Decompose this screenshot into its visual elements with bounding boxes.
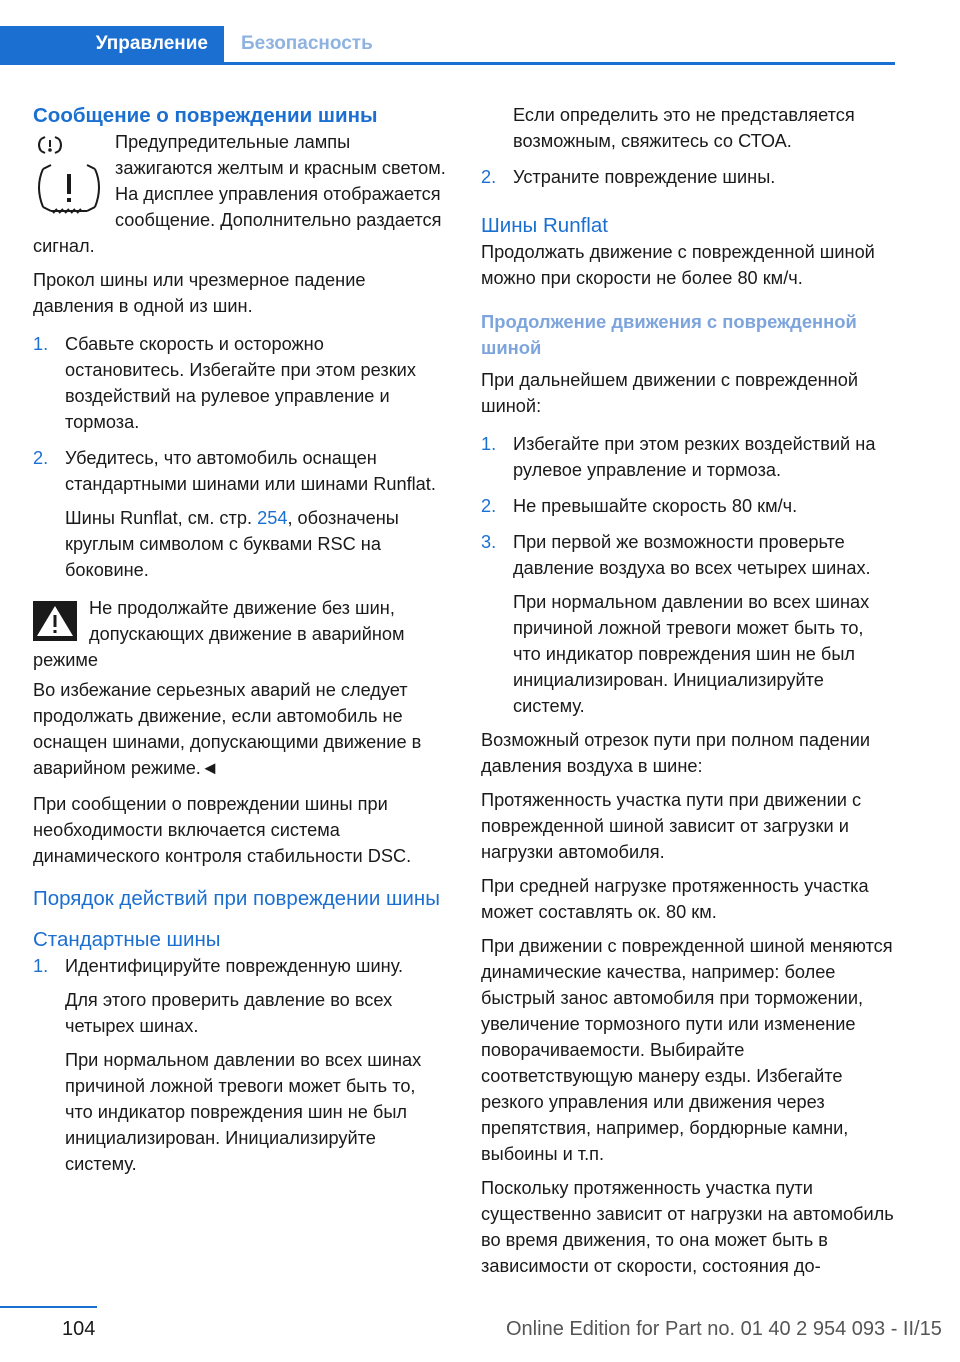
tab-safety[interactable]	[224, 26, 895, 62]
step-text: Убедитесь, что автомобиль оснащен стандартными шинами или шинами Runflat.	[65, 448, 436, 494]
tpms-description: Предупредительные лампы зажигаются желтым и красным светом. На дисплее управления отображается сообщение. Дополнительно раздается сигнал.	[33, 132, 446, 256]
dsc-paragraph: При сообщении о повреждении шины при необходимости включается система динамического контроля стабильности DSC.	[33, 794, 412, 866]
step-number: 1.	[33, 956, 49, 976]
puncture-paragraph: Прокол шины или чрезмерное падение давления в одной из шин.	[33, 270, 366, 316]
step-text: Сбавьте скорость и осторожно остановитесь. Избегайте при этом резких воздействий на рулевое управление и тормоза.	[65, 334, 416, 432]
left-step-list	[33, 331, 448, 583]
page-reference-link[interactable]: 254	[257, 508, 288, 528]
tpms-block	[33, 129, 448, 259]
step-text: Идентифицируйте поврежденную шину.	[65, 956, 404, 976]
tab-control-label: Управление	[95, 33, 208, 54]
step-text: Избегайте при этом резких воздействий на рулевое управление и тормоза.	[513, 434, 876, 480]
right-column	[481, 102, 896, 1279]
list-item	[33, 331, 448, 435]
chapter-tabs	[0, 26, 895, 64]
step-number: 1.	[481, 434, 497, 454]
continue-paragraph: При дальнейшем движении с поврежденной шиной:	[481, 370, 858, 416]
list-item	[33, 953, 448, 1177]
step-sub-paragraph: Для этого проверить давление во всех четырех шинах.	[65, 990, 393, 1036]
tire-pressure-warning-icon	[33, 133, 103, 215]
step-text: Не превышайте скорость 80 км/ч.	[513, 496, 798, 516]
heading-standard-tires: Стандартные шины	[33, 928, 221, 951]
list-item	[481, 529, 896, 719]
runflat-note	[65, 505, 448, 583]
step-number: 1.	[33, 334, 49, 354]
footer-rule	[0, 1306, 97, 1308]
runflat-note-text-end: , обозначены круглым символом с буквами RSC на боковине.	[65, 508, 399, 580]
heading-procedure: Порядок действий при повреждении шины	[33, 887, 440, 910]
step-sub-paragraph: При нормальном давлении во всех шинах причиной ложной тревоги может быть то, что индикатор повреждения шин не был инициализирован. Инициализируйте систему.	[513, 592, 870, 716]
continued-paragraph: Если определить это не представляется возможным, свяжитесь со СТОА.	[513, 105, 855, 151]
standard-step-list	[33, 953, 448, 1177]
length-paragraph: Протяженность участка пути при движении с поврежденной шиной зависит от загрузки и нагрузки автомобиля.	[481, 790, 862, 862]
step-sub-paragraph: При нормальном давлении во всех шинах причиной ложной тревоги может быть то, что индикатор повреждения шин не был инициализирован. Инициализируйте систему.	[65, 1050, 422, 1174]
heading-continue-driving: Продолжение движения с поврежденной шиной	[481, 311, 857, 358]
list-item	[481, 493, 896, 519]
average-load-paragraph: При средней нагрузке протяженность участка может составлять ок. 80 км.	[481, 876, 869, 922]
section-title-tire-damage: Сообщение о повреждении шины	[33, 104, 378, 127]
header-rule	[0, 62, 895, 65]
list-item	[33, 445, 448, 583]
left-column	[33, 102, 448, 1177]
page-number: 104	[62, 1318, 96, 1340]
warning-block	[33, 595, 448, 781]
step-number: 2.	[33, 448, 49, 468]
step-number: 3.	[481, 532, 497, 552]
step-text: При первой же возможности проверьте давление воздуха во всех четырех шинах.	[513, 532, 871, 578]
step-number: 2.	[481, 496, 497, 516]
warning-body: Во избежание серьезных аварий не следует продолжать движение, если автомобиль не оснащен шинами, допускающими движение в аварийном режиме.◄	[33, 680, 422, 778]
list-item	[481, 431, 896, 483]
runflat-paragraph: Продолжать движение с поврежденной шиной можно при скорости не более 80 км/ч.	[481, 242, 875, 288]
tab-control[interactable]	[0, 26, 224, 62]
right-step-list	[481, 431, 896, 719]
since-paragraph: Поскольку протяженность участка пути существенно зависит от нагрузки на автомобиль во время движения, то она может быть в зависимости от скорости, состояния до-	[481, 1178, 894, 1276]
heading-runflat: Шины Runflat	[481, 214, 608, 237]
edition-text: Online Edition for Part no. 01 40 2 954 093 - II/15	[506, 1318, 942, 1340]
list-item	[481, 164, 896, 190]
right-step2-list	[481, 164, 896, 190]
step-number: 2.	[481, 167, 497, 187]
runflat-note-text: Шины Runflat, см. стр.	[65, 508, 258, 528]
dynamics-paragraph: При движении с поврежденной шиной меняются динамические качества, например: более быстрый занос автомобиля при торможении, увеличение тормозного пути или изменение поворачиваемости. Выбирайте соответствующую манеру езды. Избегайте резкого управления или движения через препятствия, например, бордюрные камни, выбоины и т.п.	[481, 936, 893, 1164]
distance-paragraph: Возможный отрезок пути при полном падении давления воздуха в шине:	[481, 730, 871, 776]
warning-triangle-icon	[33, 601, 77, 641]
step-text: Устраните повреждение шины.	[513, 167, 776, 187]
warning-title: Не продолжайте движение без шин, допускающих движение в аварийном режиме	[33, 598, 405, 670]
tab-safety-label: Безопасность	[241, 33, 373, 54]
